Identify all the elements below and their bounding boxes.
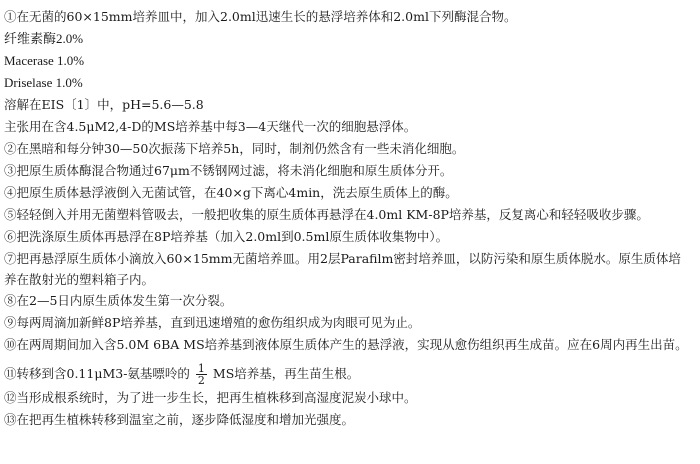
step-13: ⑬在把再生植株转移到温室之前，逐步降低湿度和增加光强度。 (4, 412, 355, 427)
step-8: ⑧在2—5日内原生质体发生第一次分裂。 (4, 293, 233, 308)
step-5: ⑤轻轻倒入并用无菌塑料管吸去，一般把收集的原生质体再悬浮在4.0ml KM-8P培养基，反复离心和轻轻吸收步骤。 (4, 207, 649, 222)
fraction-denominator: 2 (197, 374, 205, 387)
step-7: ⑦把再悬浮原生质体小滴放入60×15mm无菌培养皿。用2层Parafilm密封培养皿，以防污染和原生质体脱水。原生质体培养在散射光的塑料箱子内。 (4, 251, 681, 287)
step-2: ②在黑暗和每分钟30—50次振荡下培养5h，同时，制剂仍然含有一些未消化细胞。 (4, 141, 465, 156)
fraction-half (196, 363, 207, 386)
step-10: ⑩在两周期间加入含5.0M 6BA MS培养基到液体原生质体产生的悬浮液，实现从愈伤组织再生成苗。应在6周内再生出苗。 (4, 337, 688, 352)
enzyme-macerase: Macerase 1.0% (4, 53, 85, 68)
step-6: ⑥把洗涤原生质体再悬浮在8P培养基（加入2.0ml到0.5ml原生质体收集物中）。 (4, 229, 449, 244)
step-11 (4, 361, 692, 387)
solvent-note: 溶解在EIS〔1〕中，pH=5.6—5.8 (4, 97, 204, 112)
step-11-suffix: MS培养基，再生苗生根。 (212, 366, 360, 381)
enzyme-cellulase: 纤维素酶2.0% (4, 31, 84, 46)
step-3: ③把原生质体酶混合物通过67μm不锈钢网过滤，将未消化细胞和原生质体分开。 (4, 163, 453, 178)
step-1: ①在无菌的60×15mm培养皿中，加入2.0ml迅速生长的悬浮培养体和2.0ml下列酶混合物。 (4, 9, 517, 24)
step-11-prefix: ⑪转移到含0.11μM3-氨基嘌呤的 (4, 366, 190, 381)
fraction-numerator: 1 (197, 362, 205, 375)
enzyme-driselase: Driselase 1.0% (4, 75, 83, 90)
suspension-note: 主张用在含4.5μM2,4-D的MS培养基中每3—4天继代一次的细胞悬浮体。 (4, 119, 417, 134)
step-4: ④把原生质体悬浮液倒入无菌试管，在40×g下离心4min，洗去原生质体上的酶。 (4, 185, 458, 200)
step-9: ⑨每两周滴加新鲜8P培养基，直到迅速增殖的愈伤组织成为肉眼可见为止。 (4, 315, 421, 330)
step-12: ⑫当形成根系统时，为了进一步生长，把再生植株移到高湿度泥炭小球中。 (4, 390, 417, 405)
